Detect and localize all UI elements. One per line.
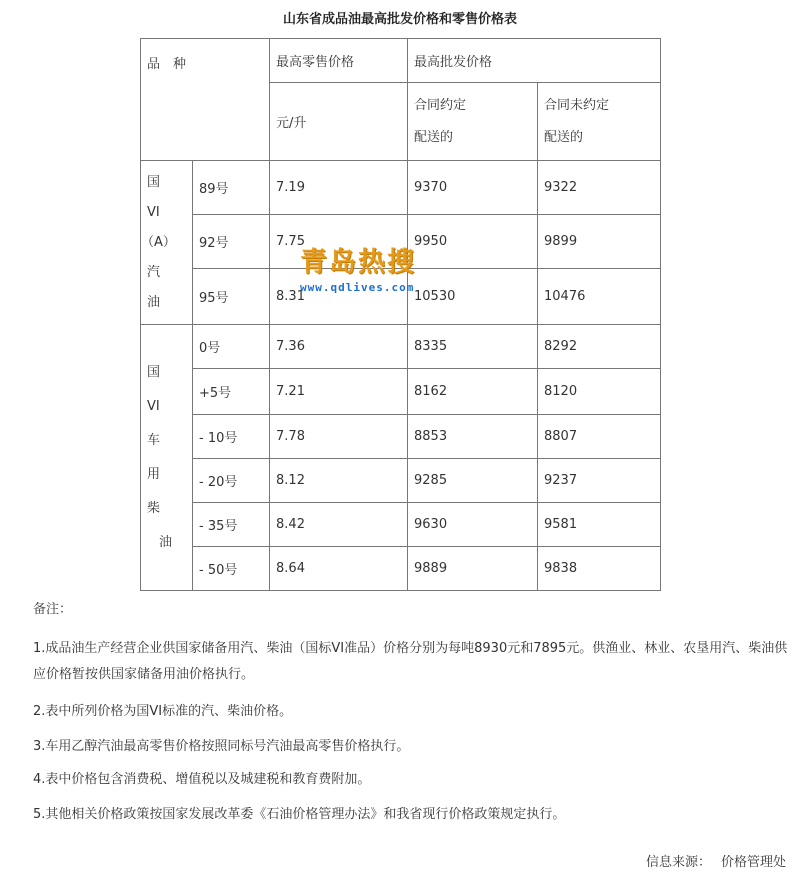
diesel-category-line: 油	[159, 534, 173, 550]
info-source-label: 信息来源：	[645, 855, 711, 870]
gasoline-category-line: VI	[147, 204, 160, 220]
no-contract-cell: 9237	[538, 459, 661, 503]
info-source-value: 价格管理处	[720, 855, 786, 870]
notes-heading: 备注：	[33, 602, 73, 617]
no-contract-cell: 8120	[538, 369, 661, 415]
header-no-contract	[538, 83, 661, 161]
table-row	[141, 215, 661, 269]
diesel-category-line: 柴	[147, 500, 161, 516]
contract-cell: 9630	[408, 503, 538, 547]
header-retail: 最高零售价格	[270, 39, 408, 83]
header-variety	[141, 39, 270, 161]
price-table	[140, 38, 661, 591]
retail-cell: 8.64	[270, 547, 408, 591]
retail-cell: 7.19	[270, 161, 408, 215]
retail-cell: 8.12	[270, 459, 408, 503]
header-contract-line2: 配送的	[414, 129, 454, 145]
table-header-row	[141, 39, 661, 83]
no-contract-cell: 9838	[538, 547, 661, 591]
header-no-contract-line2: 配送的	[544, 129, 584, 145]
gasoline-category-line: 油	[147, 294, 161, 310]
diesel-category-line: 用	[147, 466, 161, 482]
watermark-url: www.qdlives.com	[300, 281, 415, 294]
grade-cell: - 10号	[193, 415, 270, 459]
no-contract-cell: 9581	[538, 503, 661, 547]
no-contract-cell: 8292	[538, 325, 661, 369]
gasoline-category-line: 汽	[147, 264, 161, 280]
header-variety-label: 品 种	[147, 57, 187, 72]
note-item: 5.其他相关价格政策按国家发展改革委《石油价格管理办法》和我省现行价格政策规定执行。	[33, 807, 566, 822]
grade-cell: 0号	[193, 325, 270, 369]
contract-cell: 8162	[408, 369, 538, 415]
watermark-text: 青岛热搜	[300, 247, 416, 278]
no-contract-cell: 9899	[538, 215, 661, 269]
contract-cell: 9285	[408, 459, 538, 503]
grade-cell: 92号	[193, 215, 270, 269]
grade-cell: +5号	[193, 369, 270, 415]
retail-cell: 7.78	[270, 415, 408, 459]
gasoline-category	[141, 161, 193, 325]
retail-cell: 8.42	[270, 503, 408, 547]
gasoline-category-line: 国	[147, 174, 161, 190]
retail-cell: 7.75	[270, 215, 408, 269]
note-item: 3.车用乙醇汽油最高零售价格按照同标号汽油最高零售价格执行。	[33, 739, 410, 754]
grade-cell: 89号	[193, 161, 270, 215]
table-row	[141, 161, 661, 215]
note-item: 4.表中价格包含消费税、增值税以及城建税和教育费附加。	[33, 772, 371, 787]
contract-cell: 9889	[408, 547, 538, 591]
table-row	[141, 325, 661, 369]
no-contract-cell: 10476	[538, 269, 661, 325]
diesel-category-line: 国	[147, 364, 161, 380]
table-row	[141, 459, 661, 503]
diesel-category	[141, 325, 193, 591]
grade-cell: 95号	[193, 269, 270, 325]
grade-cell: - 35号	[193, 503, 270, 547]
grade-cell: - 20号	[193, 459, 270, 503]
contract-cell: 10530	[408, 269, 538, 325]
table-row	[141, 503, 661, 547]
grade-cell: - 50号	[193, 547, 270, 591]
contract-cell: 9950	[408, 215, 538, 269]
table-row	[141, 369, 661, 415]
contract-cell: 8335	[408, 325, 538, 369]
table-row	[141, 415, 661, 459]
no-contract-cell: 9322	[538, 161, 661, 215]
contract-cell: 8853	[408, 415, 538, 459]
table-row	[141, 547, 661, 591]
table-row	[141, 269, 661, 325]
header-contract	[408, 83, 538, 161]
retail-cell: 7.21	[270, 369, 408, 415]
no-contract-cell: 8807	[538, 415, 661, 459]
contract-cell: 9370	[408, 161, 538, 215]
note-item: 1.成品油生产经营企业供国家储备用汽、柴油（国标VI准品）价格分别为每吨8930元和7895元。供渔业、林业、农垦用汽、柴油供应价格暂按供国家储备用油价格执行。	[33, 641, 788, 682]
header-no-contract-line1: 合同未约定	[544, 97, 610, 113]
retail-cell: 7.36	[270, 325, 408, 369]
gasoline-category-line: （A）	[141, 234, 176, 250]
page-title: 山东省成品油最高批发价格和零售价格表	[282, 12, 517, 27]
diesel-category-line: 车	[147, 432, 161, 448]
retail-cell: 8.31	[270, 269, 408, 325]
header-contract-line1: 合同约定	[414, 97, 467, 113]
info-source	[646, 851, 786, 870]
header-retail-unit: 元/升	[270, 83, 408, 161]
note-item: 2.表中所列价格为国VI标准的汽、柴油价格。	[33, 704, 293, 719]
header-wholesale: 最高批发价格	[408, 39, 661, 83]
diesel-category-line: VI	[147, 398, 160, 414]
